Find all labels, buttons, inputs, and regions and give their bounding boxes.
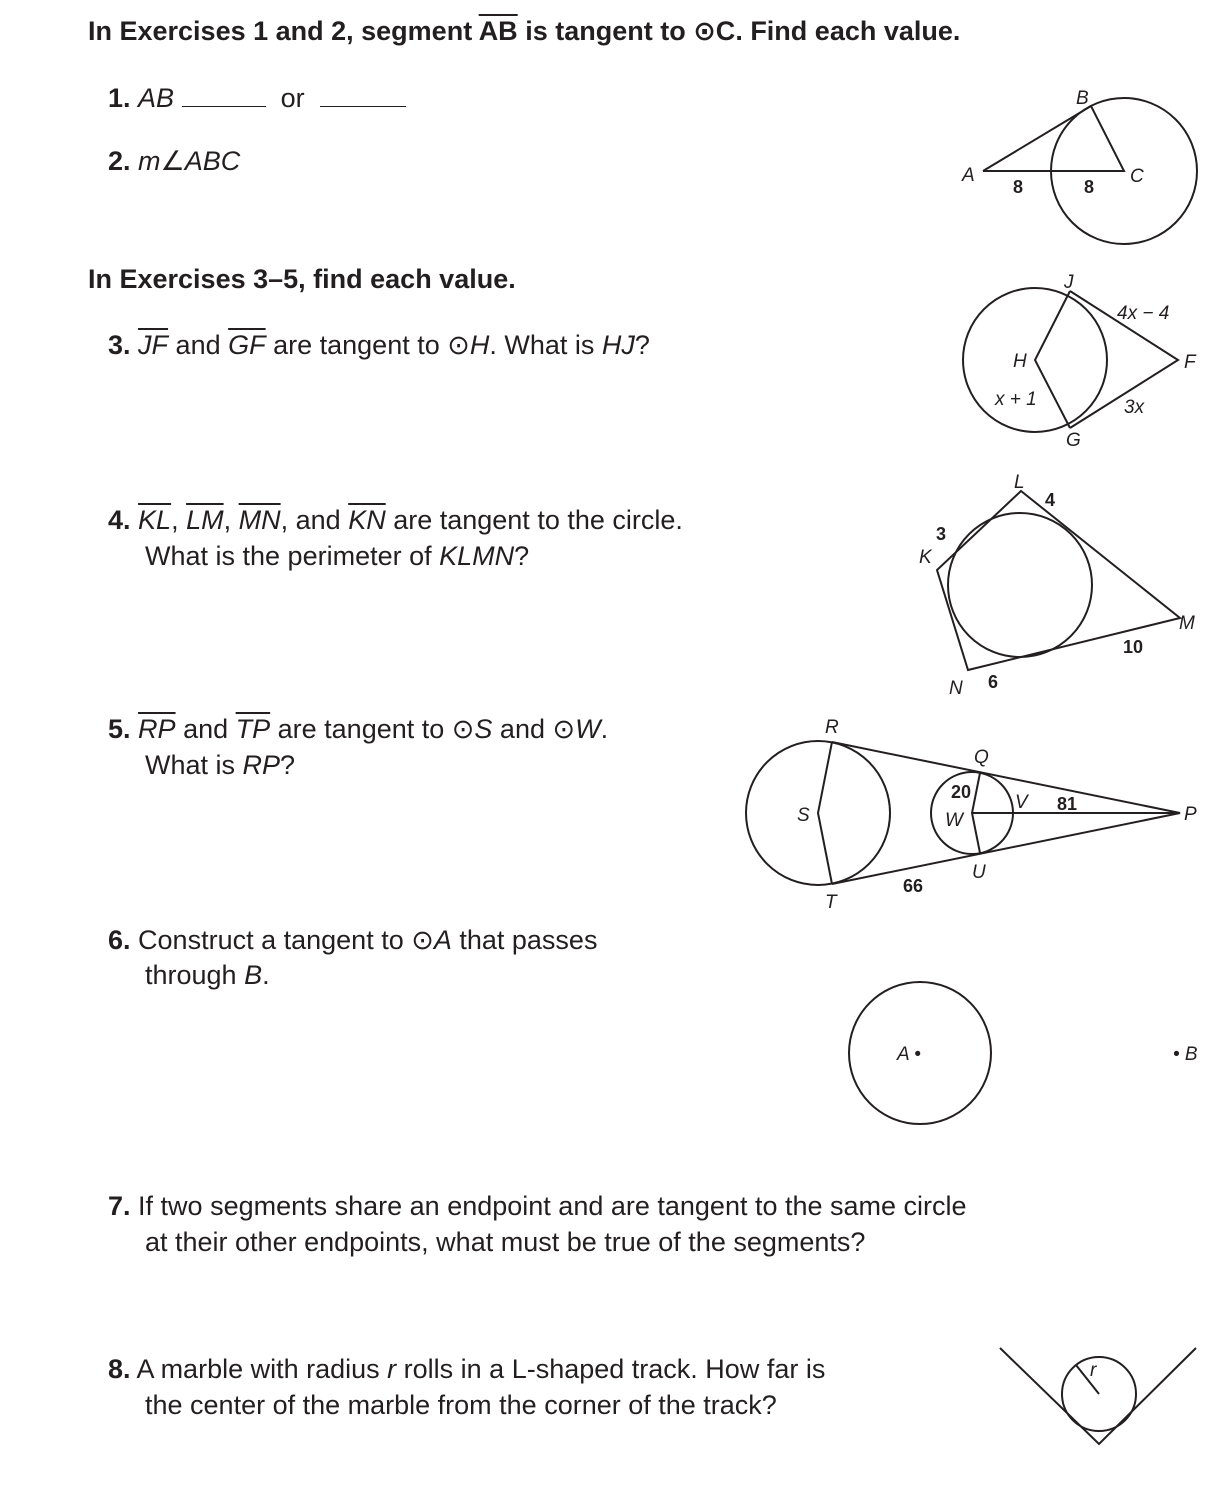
question-label: AB: [138, 83, 175, 113]
text: are tangent to: [270, 714, 452, 744]
triangle-abc: [983, 106, 1124, 171]
value-radius: x + 1: [995, 389, 1037, 410]
value-right: 8: [1084, 177, 1095, 197]
or-text: or: [280, 83, 305, 113]
question-8-line-2: the center of the marble from the corner of the track?: [145, 1390, 777, 1420]
label-f: F: [1184, 352, 1196, 373]
segment: $\overline{KL}$: [138, 505, 172, 535]
label-a-point: A •: [897, 1044, 921, 1065]
label-s: S: [797, 805, 810, 826]
label-r-radius: r: [1090, 1360, 1097, 1381]
label-b: B: [1076, 88, 1089, 109]
label-h: H: [1013, 351, 1027, 372]
value-tu: 66: [903, 876, 924, 896]
value-l: 4: [1045, 490, 1056, 510]
text: .: [262, 960, 270, 990]
label-g: G: [1066, 430, 1081, 451]
question-number: 6.: [108, 925, 131, 955]
segment: $\overline{KN}$: [348, 505, 386, 535]
value-n: 6: [988, 672, 999, 692]
text: .: [600, 714, 609, 744]
segment: $\overline{LM}$: [186, 505, 224, 535]
figure-8: [1000, 1348, 1196, 1444]
heading-text: is tangent to: [517, 16, 694, 46]
heading-text: . Find each value.: [735, 16, 961, 46]
text: ?: [514, 541, 530, 571]
heading-circle: ⊙C: [693, 16, 736, 46]
label-j: J: [1064, 272, 1074, 293]
circle-name: ⊙S: [451, 714, 493, 744]
text: and: [492, 714, 553, 744]
quadrilateral-klmn: [937, 491, 1180, 670]
figure-6: [849, 982, 1198, 1124]
text: , and: [280, 505, 349, 535]
figure-4: [919, 472, 1195, 699]
figure-5: [746, 717, 1197, 913]
label-n: N: [949, 678, 963, 699]
segment: $\overline{TP}$: [235, 714, 271, 744]
question-number: 1.: [108, 83, 131, 113]
question-number: 3.: [108, 330, 131, 360]
figure-1: [961, 88, 1197, 244]
label-q: Q: [974, 747, 989, 768]
label-c: C: [1130, 166, 1144, 187]
segment: $\overline{MN}$: [238, 505, 281, 535]
label-p: P: [1184, 804, 1197, 825]
question-number: 8.: [108, 1354, 131, 1384]
segment: $\overline{JF}$: [138, 330, 169, 360]
text: and: [168, 330, 229, 360]
text: ?: [280, 750, 296, 780]
segment: $\overline{GF}$: [228, 330, 266, 360]
variable: RP: [242, 750, 281, 780]
text: What is the perimeter of: [145, 541, 440, 571]
value-bottom: 3x: [1124, 397, 1145, 418]
text: are tangent to the circle.: [385, 505, 683, 535]
label-b-point: • B: [1173, 1044, 1198, 1065]
question-number: 4.: [108, 505, 131, 535]
figure-3: [963, 272, 1197, 451]
value-k: 3: [936, 524, 947, 544]
text: A marble with radius: [136, 1354, 388, 1384]
label-a: A: [962, 165, 975, 186]
question-7-line-2: at their other endpoints, what must be true of the segments?: [145, 1227, 866, 1257]
circle-name: ⊙W: [552, 714, 601, 744]
text: What is: [145, 750, 243, 780]
heading-text: In Exercises 1 and 2, segment: [88, 16, 479, 46]
value-left: 8: [1013, 177, 1024, 197]
value-top: 4x − 4: [1117, 303, 1170, 324]
label-u: U: [972, 862, 986, 883]
segment: $\overline{RP}$: [138, 714, 176, 744]
incircle: [948, 513, 1092, 657]
text: ,: [171, 505, 187, 535]
label-w: W: [945, 810, 963, 831]
radii-s: [818, 742, 832, 884]
text: ?: [634, 330, 650, 360]
question-number: 7.: [108, 1191, 131, 1221]
text: through: [145, 960, 245, 990]
question-label: m∠ABC: [138, 146, 241, 176]
label-m: M: [1179, 613, 1195, 634]
radii: [1035, 291, 1070, 428]
circle-name: ⊙H: [447, 330, 490, 360]
text: ,: [223, 505, 239, 535]
value-vp: 81: [1057, 794, 1078, 814]
text: that passes: [451, 925, 598, 955]
label-l: L: [1014, 472, 1025, 493]
text: and: [175, 714, 236, 744]
l-track: [1000, 1348, 1196, 1444]
label-k: K: [919, 547, 932, 568]
variable: B: [244, 960, 263, 990]
label-t: T: [825, 892, 837, 913]
heading-segment: $\overline{AB}$: [478, 16, 518, 46]
text: . What is: [489, 330, 602, 360]
text: Construct a tangent to: [138, 925, 412, 955]
variable: HJ: [601, 330, 635, 360]
text: If two segments share an endpoint and are tangent to the same circle: [138, 1191, 967, 1221]
variable: r: [387, 1354, 397, 1384]
value-m: 10: [1123, 637, 1144, 657]
circle-name: ⊙A: [411, 925, 452, 955]
question-number: 2.: [108, 146, 131, 176]
question-number: 5.: [108, 714, 131, 744]
text: are tangent to: [265, 330, 448, 360]
value-wq: 20: [951, 782, 972, 802]
text: rolls in a L-shaped track. How far is: [396, 1354, 826, 1384]
label-r: R: [825, 717, 839, 738]
section-heading-2: In Exercises 3–5, find each value.: [88, 264, 516, 294]
variable: KLMN: [439, 541, 515, 571]
label-v: V: [1015, 792, 1028, 813]
